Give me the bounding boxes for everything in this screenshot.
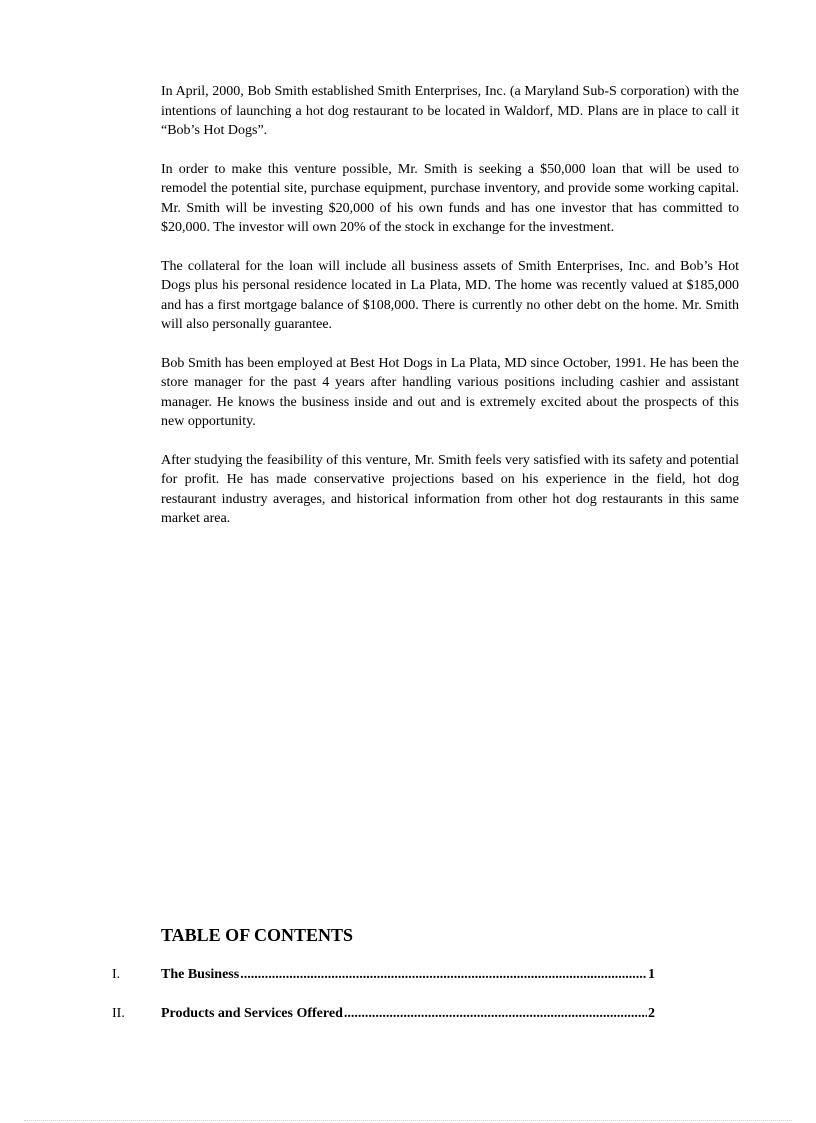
toc-entry-number: I.	[112, 967, 121, 982]
paragraph-company-intro: In April, 2000, Bob Smith established Smith Enterprises, Inc. (a Maryland Sub-S corporation) with the intentions of launching a hot dog restaurant to be located in Waldorf, MD. Plans are in place to call it “Bob’s Hot Dogs”.	[161, 84, 739, 138]
toc-entry-title: The Business	[161, 967, 240, 982]
toc-dot-leader	[240, 965, 647, 985]
toc-entry-body	[161, 965, 655, 985]
toc-heading: TABLE OF CONTENTS	[161, 925, 354, 945]
executive-summary	[161, 82, 739, 548]
toc-entry-page: 1	[648, 967, 655, 982]
toc-entry-body	[161, 1004, 655, 1024]
toc-entry-number: II.	[112, 1006, 125, 1021]
paragraph-collateral: The collateral for the loan will include all business assets of Smith Enterprises, Inc. and Bob’s Hot Dogs plus his personal residence located in La Plata, MD. The home was recently valued at $185,000 and has a first mortgage balance of $108,000. There is currently no other debt on the home. Mr. Smith will also personally guarantee.	[161, 258, 739, 332]
toc-entry[interactable]	[112, 1004, 655, 1024]
toc-entry-page: 2	[648, 1006, 655, 1021]
paragraph-owner-experience: Bob Smith has been employed at Best Hot Dogs in La Plata, MD since October, 1991. He has been the store manager for the past 4 years after handling various positions including cashier and assistant manager. He knows the business inside and out and is extremely excited about the prospects of this new opportunity.	[161, 355, 739, 429]
paragraph-feasibility: After studying the feasibility of this venture, Mr. Smith feels very satisfied with its safety and potential for profit. He has made conservative projections based on his experience in the field, hot dog restaurant industry averages, and historical information from other hot dog restaurants in this same market area.	[161, 452, 739, 526]
toc-entry[interactable]	[112, 965, 655, 985]
paragraph-loan-request: In order to make this venture possible, Mr. Smith is seeking a $50,000 loan that will be used to remodel the potential site, purchase equipment, purchase inventory, and provide some working capital. Mr. Smith will be investing $20,000 of his own funds and has one investor that has committed to $20,000. The investor will own 20% of the stock in exchange for the investment.	[161, 161, 739, 235]
page-break-line	[24, 1120, 792, 1121]
toc-entry-title: Products and Services Offered	[161, 1006, 343, 1021]
toc-dot-leader	[344, 1004, 647, 1024]
